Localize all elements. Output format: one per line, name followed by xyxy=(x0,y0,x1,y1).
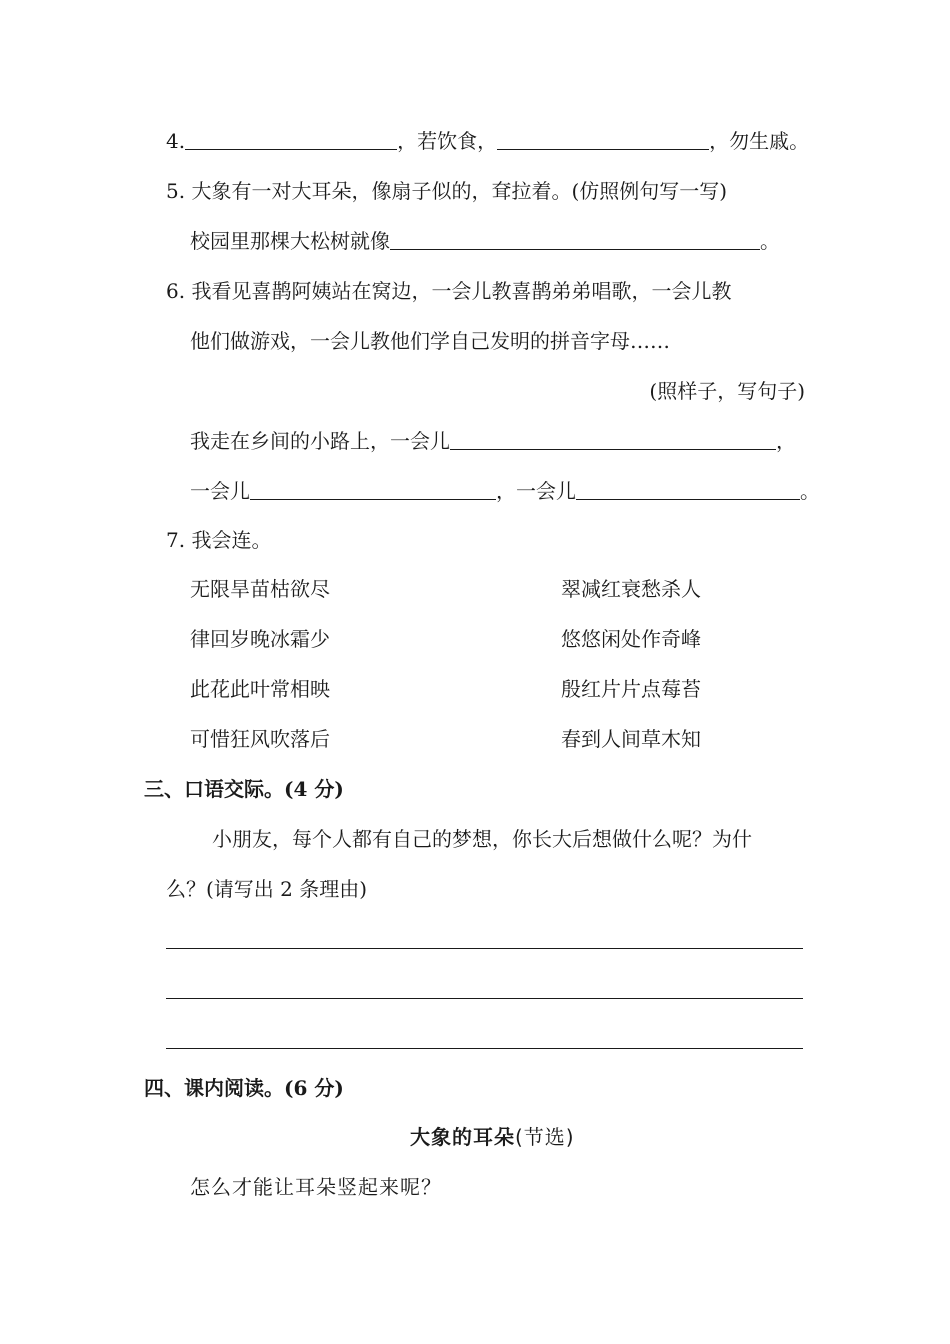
question-6-answer-1-end: ， xyxy=(776,429,796,453)
question-6-hint: (照样子，写句子) xyxy=(649,379,805,403)
question-4-middle-text: ，若饮食， xyxy=(397,129,498,153)
question-4-end-text: ，勿生戚。 xyxy=(709,129,810,153)
match-right-2[interactable]: 悠悠闲处作奇峰 xyxy=(561,627,701,651)
question-6-answer-line-2 xyxy=(190,477,820,505)
question-6-answer-2-start: 一会儿 xyxy=(190,479,250,503)
section-3-text-line-2: 么？(请写出 2 条理由) xyxy=(166,877,368,901)
section-4-heading: 四、课内阅读。(6 分) xyxy=(144,1076,344,1100)
match-right-3[interactable]: 殷红片片点莓苔 xyxy=(561,677,701,701)
match-right-4[interactable]: 春到人间草木知 xyxy=(561,727,701,751)
reading-title-main: 大象的耳朵 xyxy=(410,1125,515,1149)
reading-first-line: 怎么才能让耳朵竖起来呢？ xyxy=(190,1175,442,1199)
question-6-answer-2-mid: ，一会儿 xyxy=(496,479,576,503)
question-5-prompt: 5. 大象有一对大耳朵，像扇子似的，耷拉着。(仿照例句写一写) xyxy=(166,179,728,203)
reading-title xyxy=(410,1123,575,1151)
writing-line-1[interactable] xyxy=(166,948,803,949)
answer-blank-5[interactable] xyxy=(390,227,760,250)
match-right-1[interactable]: 翠减红衰愁杀人 xyxy=(561,577,701,601)
question-5-end-text: 。 xyxy=(760,229,780,253)
match-left-4[interactable]: 可惜狂风吹落后 xyxy=(190,727,330,751)
writing-line-2[interactable] xyxy=(166,998,803,999)
question-4-number: 4. xyxy=(166,129,186,153)
reading-title-note: (节选) xyxy=(515,1125,575,1149)
section-3-heading: 三、口语交际。(4 分) xyxy=(144,777,344,801)
match-left-2[interactable]: 律回岁晚冰霜少 xyxy=(190,627,330,651)
question-6-answer-1-start: 我走在乡间的小路上，一会儿 xyxy=(190,429,450,453)
question-5-answer-line xyxy=(190,227,780,255)
question-6-line-2: 他们做游戏，一会儿教他们学自己发明的拼音字母…… xyxy=(190,329,670,353)
question-6-line-1: 6. 我看见喜鹊阿姨站在窝边，一会儿教喜鹊弟弟唱歌，一会儿教 xyxy=(166,279,732,303)
question-6-answer-2-end: 。 xyxy=(800,479,820,503)
answer-blank-4a[interactable] xyxy=(185,127,397,150)
answer-blank-6c[interactable] xyxy=(576,477,800,500)
question-5-start-text: 校园里那棵大松树就像 xyxy=(190,229,390,253)
match-left-3[interactable]: 此花此叶常相映 xyxy=(190,677,330,701)
writing-line-3[interactable] xyxy=(166,1048,803,1049)
question-7-prompt: 7. 我会连。 xyxy=(166,528,272,552)
section-3-text-line-1: 小朋友，每个人都有自己的梦想，你长大后想做什么呢？为什 xyxy=(212,827,752,851)
question-4 xyxy=(166,127,809,155)
answer-blank-6a[interactable] xyxy=(450,427,776,450)
answer-blank-4b[interactable] xyxy=(497,127,709,150)
question-6-answer-line-1 xyxy=(190,427,796,455)
match-left-1[interactable]: 无限旱苗枯欲尽 xyxy=(190,577,330,601)
answer-blank-6b[interactable] xyxy=(250,477,496,500)
